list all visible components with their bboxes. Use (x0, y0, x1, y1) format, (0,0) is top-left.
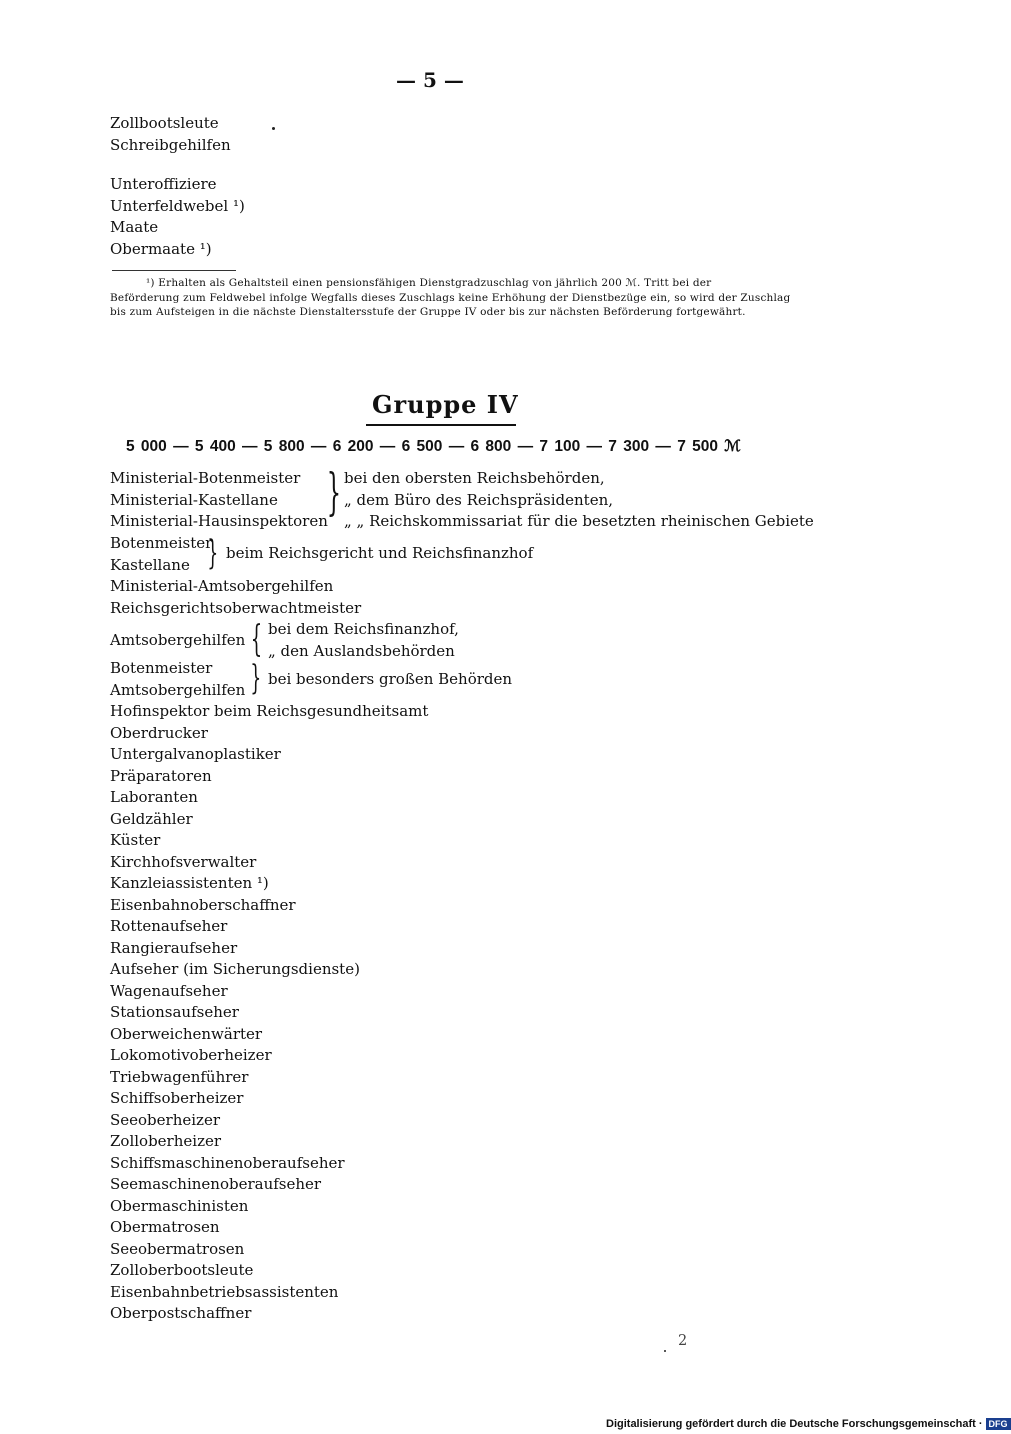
list-item: Kirchhofsverwalter (110, 852, 257, 871)
list-item: Ministerial-Botenmeister (110, 469, 301, 487)
brace-right: } (250, 658, 262, 698)
credit-text: Digitalisierung gefördert durch die Deutsche Forschungsgemeinschaft · (606, 1418, 983, 1430)
place-line: bei dem Reichsfinanzhof, (268, 620, 459, 638)
list-item: Botenmeister (110, 659, 213, 677)
list-item: Zolloberbootsleute (110, 1261, 254, 1279)
place-line: „ dem Büro des Reichspräsidenten, (344, 490, 614, 509)
footnote-line: ¹) Erhalten als Gehaltsteil einen pensionsfähigen Dienstgradzuschlag von jährlich 200 ℳ. Tritt bei der (146, 277, 712, 289)
list-item: Triebwagenführer (110, 1067, 249, 1086)
brace-right: } (207, 533, 219, 573)
footnote-rule (112, 270, 236, 271)
scan-speck (272, 127, 275, 130)
ministerial-titles (110, 468, 328, 533)
group-heading: Gruppe IV (372, 390, 519, 419)
list-item: Amtsobergehilfen (110, 680, 246, 699)
list-item: Wagenaufseher (110, 981, 228, 1000)
list-item: Oberpostschaffner (110, 1304, 252, 1322)
list-item: Hofinspektor beim Reichsgesundheitsamt (110, 702, 429, 720)
list-item: Rangieraufseher (110, 938, 238, 957)
list-item: Ministerial-Kastellane (110, 490, 278, 509)
list-item: Präparatoren (110, 766, 212, 785)
brace-right: } (326, 463, 342, 521)
list-item: Kastellane (110, 555, 190, 574)
list-item: Schiffsoberheizer (110, 1089, 244, 1107)
list-item: Maate (110, 218, 159, 236)
list-item: Geldzähler (110, 809, 193, 828)
list-item: Schreibgehilfen (110, 135, 231, 154)
ministerial-places (344, 468, 814, 533)
list-item: Seemaschinenoberaufseher (110, 1175, 322, 1193)
footnote-line: bis zum Aufsteigen in die nächste Dienstaltersstufe der Gruppe IV oder bis zur nächsten Beförderung fortgewährt. (110, 306, 746, 318)
footnote-line: Beförderung zum Feldwebel infolge Wegfalls dieses Zuschlags keine Erhöhung der Dienstbezüge ein, so wird der Zuschlag (110, 291, 791, 304)
brace-left: { (250, 619, 263, 660)
amtsober-places (268, 619, 459, 662)
list-item: Untergalvanoplastiker (110, 745, 281, 763)
single-lines (110, 576, 361, 619)
place-line: „ den Auslandsbehörden (268, 641, 455, 660)
main-list (110, 701, 428, 1325)
list-item: Kanzleiassistenten ¹) (110, 874, 269, 892)
list-item: Lokomotivoberheizer (110, 1046, 272, 1064)
salary-scale: 5 000 — 5 400 — 5 800 — 6 200 — 6 500 — 6 800 — 7 100 — 7 300 — 7 500 ℳ (126, 438, 741, 455)
list-item: Oberweichenwärter (110, 1024, 263, 1043)
dfg-logo-icon: DFG (986, 1418, 1011, 1430)
place-line: „ „ Reichskommissariat für die besetzten rheinischen Gebiete (344, 512, 814, 530)
bottom-mark: 2 (678, 1333, 688, 1349)
list-item: Laboranten (110, 788, 198, 806)
list-item: Seeobermatrosen (110, 1239, 245, 1258)
list-item: Rottenaufseher (110, 917, 228, 935)
list-item: Zollbootsleute (110, 114, 219, 132)
list-item: Obermaschinisten (110, 1196, 249, 1215)
list-item: Obermaate ¹) (110, 239, 212, 258)
list-item: Eisenbahnoberschaffner (110, 895, 296, 914)
list-item: Reichsgerichtsoberwachtmeister (110, 598, 362, 617)
digitization-credit (606, 1418, 1011, 1430)
footnote (110, 276, 790, 320)
list-item: Oberdrucker (110, 723, 208, 742)
list-item: Eisenbahnbetriebsassistenten (110, 1282, 339, 1301)
besonders-titles (110, 658, 245, 701)
list-item: Unteroffiziere (110, 175, 217, 193)
besonders-place: bei besonders großen Behörden (268, 670, 513, 688)
top-list-group-2 (110, 174, 245, 260)
heading-underline (366, 424, 516, 426)
list-item: Ministerial-Hausinspektoren (110, 512, 328, 530)
list-item: Obermatrosen (110, 1218, 220, 1236)
list-item: Schiffsmaschinenoberaufseher (110, 1153, 345, 1172)
page-number: — 5 — (396, 68, 464, 92)
top-list-group-1 (110, 113, 231, 156)
place-line: bei den obersten Reichsbehörden, (344, 469, 605, 487)
reichsgericht-place: beim Reichsgericht und Reichsfinanzhof (226, 544, 534, 562)
list-item: Aufseher (im Sicherungsdienste) (110, 960, 360, 978)
list-item: Unterfeldwebel ¹) (110, 196, 245, 215)
list-item: Zolloberheizer (110, 1132, 222, 1150)
list-item: Küster (110, 831, 161, 849)
list-item: Stationsaufseher (110, 1003, 239, 1021)
amtsober-title: Amtsobergehilfen (110, 631, 246, 649)
reichsgericht-titles (110, 533, 212, 576)
list-item: Seeoberheizer (110, 1110, 220, 1129)
list-item: Ministerial-Amtsobergehilfen (110, 577, 334, 595)
scan-speck (664, 1350, 666, 1352)
list-item: Botenmeister (110, 534, 213, 552)
